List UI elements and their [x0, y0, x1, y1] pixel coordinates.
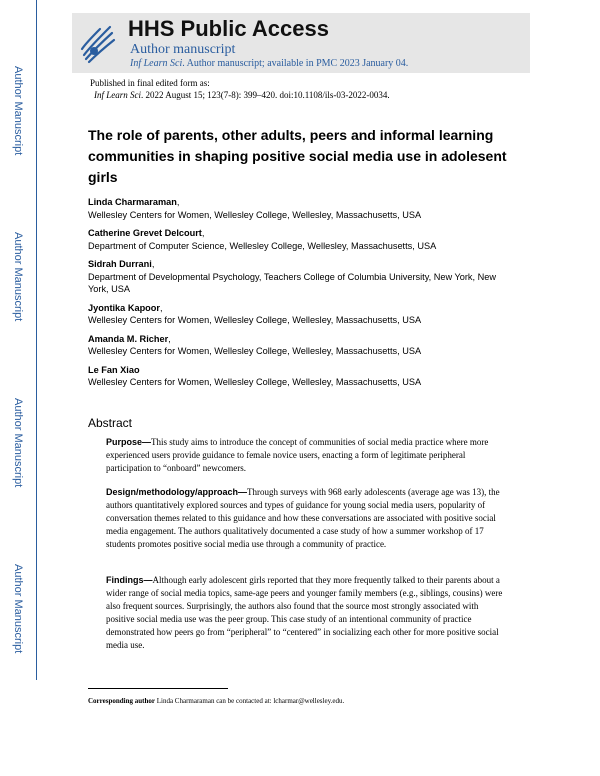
hhs-eagle-logo-icon	[76, 21, 118, 65]
sidebar-label: Author Manuscript	[12, 398, 24, 488]
sidebar-label: Author Manuscript	[12, 564, 24, 654]
abstract-heading: Abstract	[88, 416, 133, 430]
journal-name: Inf Learn Sci	[130, 58, 183, 69]
author-entry: Jyontika Kapoor, Wellesley Centers for Women, Wellesley College, Wellesley, Massachusetts, USA	[88, 302, 422, 325]
section-heading: Purpose—	[106, 437, 152, 447]
availability-text: . Author manuscript; available in PMC 2023 January 04.	[182, 58, 409, 69]
citation-journal: Inf Learn Sci	[94, 90, 141, 100]
footnote-label: Corresponding author	[88, 697, 155, 705]
author-entry: Amanda M. Richer, Wellesley Centers for Women, Wellesley College, Wellesley, Massachusetts, USA	[88, 333, 422, 356]
author-entry: Linda Charmaraman, Wellesley Centers for Women, Wellesley College, Wellesley, Massachusetts, USA	[88, 197, 422, 220]
sidebar-label: Author Manuscript	[12, 232, 24, 322]
sidebar-divider	[36, 0, 37, 680]
author-entry: Sidrah Durrani, Department of Developmental Psychology, Teachers College of Columbia University, New York, New York, USA	[88, 259, 497, 294]
section-heading: Design/methodology/approach—	[106, 487, 248, 497]
availability-note	[130, 58, 408, 70]
sidebar-label: Author Manuscript	[12, 66, 24, 156]
abstract-findings	[106, 574, 504, 652]
article-title: The role of parents, other adults, peers and informal learning communities in shaping positive social media use in adolesent girls	[88, 127, 507, 185]
author-name: Amanda M. Richer	[88, 333, 169, 344]
abstract-purpose	[106, 436, 504, 475]
section-text: Although early adolescent girls reported that they more frequently talked to their parents about a wider range of social media topics, same-age peers and younger family members (e.g., siblings, cousins) were also frequent sources. Surprisingly, the authors also found that the source most strongly associated with positive social media use was the peer group. This case study of an intentional community of practice demonstrated how peers go from “peripheral” to “centered” in socializing each other for more positive social media use.	[106, 575, 503, 650]
author-affiliation: Wellesley Centers for Women, Wellesley College, Wellesley, Massachusetts, USA	[88, 377, 422, 387]
published-label: Published in final edited form as:	[90, 78, 210, 88]
author-list	[88, 196, 508, 395]
section-text: This study aims to introduce the concept of communities of social media practice where more experienced users provide guidance to female novice users, enacting a form of legitimate peripheral participation to “onboard” newcomers.	[106, 437, 489, 473]
hhs-title: HHS Public Access	[128, 16, 329, 41]
author-entry: Catherine Grevet Delcourt, Department of Computer Science, Wellesley College, Wellesley, Massachusetts, USA	[88, 228, 437, 251]
citation	[94, 90, 390, 101]
corresponding-author-note	[88, 696, 344, 706]
author-affiliation: Wellesley Centers for Women, Wellesley College, Wellesley, Massachusetts, USA	[88, 209, 422, 220]
footnote-rule	[88, 688, 228, 689]
author-entry	[88, 364, 508, 389]
section-heading: Findings—	[106, 575, 153, 585]
author-name: Jyontika Kapoor	[88, 302, 160, 313]
author-affiliation: Wellesley Centers for Women, Wellesley College, Wellesley, Massachusetts, USA	[88, 315, 422, 325]
author-affiliation: Department of Computer Science, Wellesley College, Wellesley, Massachusetts, USA	[88, 240, 437, 251]
manuscript-label: Author manuscript	[130, 42, 236, 57]
author-affiliation: Department of Developmental Psychology, Teachers College of Columbia University, New York, New York, USA	[88, 271, 497, 294]
section-text: Through surveys with 968 early adolescents (average age was 13), the authors quantitatively explored sources and types of guidance for young social media users, popularity of conversation themes related to this guidance and how these conversations are associated with positive social media engagement. The authors qualitatively documented a case study of how a summer workshop of 17 students promotes positive social media use through a community of practice.	[106, 487, 500, 549]
author-name: Linda Charmaraman	[88, 197, 177, 207]
citation-text: . 2022 August 15; 123(7-8): 399–420. doi:10.1108/ils-03-2022-0034.	[141, 90, 390, 100]
author-name: Le Fan Xiao	[88, 364, 140, 375]
footnote-text: Linda Charmaraman can be contacted at: lcharmar@wellesley.edu.	[154, 697, 345, 705]
author-name: Catherine Grevet Delcourt	[88, 228, 202, 238]
abstract-design	[106, 486, 504, 551]
sidebar	[0, 0, 36, 680]
author-name: Sidrah Durrani	[88, 259, 152, 269]
author-affiliation: Wellesley Centers for Women, Wellesley College, Wellesley, Massachusetts, USA	[88, 346, 422, 356]
